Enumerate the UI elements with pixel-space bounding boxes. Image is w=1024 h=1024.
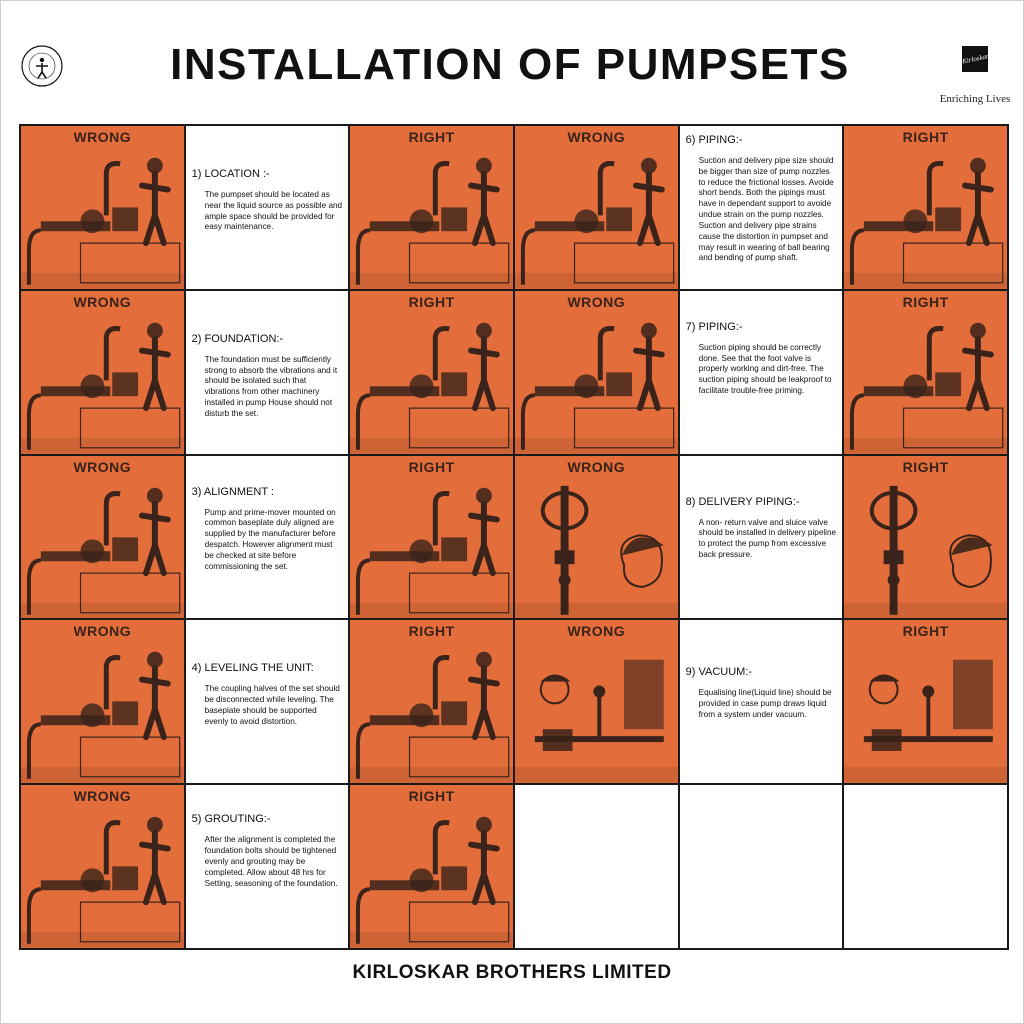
section-grouting xyxy=(186,785,349,948)
section-body: Pump and prime-mover mounted on common baseplate duly aligned are supplied by the manufacturer before despatch. However alignment must be checked at site before commissioning the set. xyxy=(204,507,336,571)
pump-illustration-icon xyxy=(844,291,1007,454)
service-with-passion-logo xyxy=(20,44,64,88)
section-delivery-piping xyxy=(680,456,843,619)
pump-illustration-icon xyxy=(21,126,184,289)
panel-vacuum-wrong xyxy=(515,620,678,783)
section-heading: 2) FOUNDATION:- xyxy=(191,332,284,345)
verdict-label: WRONG xyxy=(567,458,626,475)
verdict-label: WRONG xyxy=(73,293,132,310)
section-heading: 3) ALIGNMENT : xyxy=(191,485,274,498)
verdict-label: WRONG xyxy=(73,623,132,640)
section-location xyxy=(186,126,349,289)
section-heading: 4) LEVELING THE UNIT: xyxy=(191,662,314,675)
verdict-label: RIGHT xyxy=(408,129,455,145)
section-body: Equalising line(Liquid line) should be provided in case pump draws liquid from a system under vacuum. xyxy=(698,688,832,720)
verdict-label: WRONG xyxy=(73,129,132,145)
section-foundation xyxy=(186,291,349,454)
pump-illustration-icon xyxy=(844,126,1007,289)
pump-illustration-icon xyxy=(350,620,513,783)
section-heading: 8) DELIVERY PIPING:- xyxy=(685,495,800,508)
kirloskar-logo xyxy=(962,46,988,72)
instruction-grid xyxy=(19,124,1009,950)
section-heading: 6) PIPING:- xyxy=(685,134,743,146)
section-heading: 5) GROUTING:- xyxy=(191,813,271,826)
section-suction-piping xyxy=(680,291,843,454)
panel-vacuum-right xyxy=(844,620,1007,783)
verdict-label: WRONG xyxy=(567,293,626,310)
pump-illustration-icon xyxy=(350,456,513,619)
panel-location-right xyxy=(350,126,513,289)
verdict-label: RIGHT xyxy=(902,129,949,145)
pump-illustration-icon xyxy=(21,291,184,454)
section-body: After the alignment is completed the foundation bolts should be tightened evenly and grouting may be completed. Allow about 48 hrs for Setting, seasoning of the foundation. xyxy=(204,835,338,888)
section-piping-size xyxy=(680,126,843,289)
verdict-label: RIGHT xyxy=(902,623,949,640)
section-body: The pumpset should be located as near the liquid source as possible and ample space should be provided for easy maintenance. xyxy=(204,190,343,232)
verdict-label: RIGHT xyxy=(902,293,949,310)
verdict-label: RIGHT xyxy=(902,458,949,475)
empty-cell xyxy=(680,785,843,948)
panel-leveling-wrong xyxy=(21,620,184,783)
panel-piping-wrong xyxy=(515,126,678,289)
panel-leveling-right xyxy=(350,620,513,783)
verdict-label: RIGHT xyxy=(408,788,455,805)
verdict-label: WRONG xyxy=(567,623,626,640)
empty-cell xyxy=(844,785,1007,948)
panel-alignment-wrong xyxy=(21,456,184,619)
pump-illustration-icon xyxy=(350,785,513,948)
section-alignment xyxy=(186,456,349,619)
tank-illustration-icon xyxy=(515,620,678,783)
verdict-label: RIGHT xyxy=(408,293,455,310)
section-heading: 1) LOCATION :- xyxy=(191,168,270,180)
panel-location-wrong xyxy=(21,126,184,289)
panel-grouting-wrong xyxy=(21,785,184,948)
section-body: The foundation must be sufficiently strong to absorb the vibrations and it should be isolated such that vibrations from other machinery installed in pump House should not disturb the set. xyxy=(204,354,338,418)
panel-suction-wrong xyxy=(515,291,678,454)
panel-delivery-right xyxy=(844,456,1007,619)
panel-piping-right xyxy=(844,126,1007,289)
panel-alignment-right xyxy=(350,456,513,619)
verdict-label: WRONG xyxy=(567,129,626,145)
pump-illustration-icon xyxy=(21,620,184,783)
section-heading: 9) VACUUM:- xyxy=(685,666,753,679)
pump-illustration-icon xyxy=(350,126,513,289)
panel-suction-right xyxy=(844,291,1007,454)
panel-foundation-right xyxy=(350,291,513,454)
kirloskar-logo-text: Kirloskar xyxy=(961,52,990,66)
panel-delivery-wrong xyxy=(515,456,678,619)
section-leveling xyxy=(186,620,349,783)
verdict-label: WRONG xyxy=(73,458,132,475)
section-body: Suction piping should be correctly done. See that the foot valve is properly working and dirt-free. The suction piping should be leakproof to facilitate trouble-free priming. xyxy=(698,342,832,396)
pump-illustration-icon xyxy=(21,785,184,948)
section-vacuum xyxy=(680,620,843,783)
verdict-label: RIGHT xyxy=(408,458,455,475)
valve-illustration-icon xyxy=(844,456,1007,619)
company-footer: KIRLOSKAR BROTHERS LIMITED xyxy=(352,962,672,983)
verdict-label: RIGHT xyxy=(408,623,455,640)
valve-illustration-icon xyxy=(515,456,678,619)
empty-cell xyxy=(515,785,678,948)
panel-grouting-right xyxy=(350,785,513,948)
tank-illustration-icon xyxy=(844,620,1007,783)
page-title: INSTALLATION OF PUMPSETS xyxy=(170,40,850,89)
section-body: Suction and delivery pipe size should be bigger than size of pump nozzles to reduce the frictional losses. Avoide short bends. Both the pipings must have in dependant support to avoide undue strain on the pump nozzles. Suction and delivery pipe strains cause the distortion in pumpset and may result in wearing of ball bearing and bending of pump shaft. xyxy=(698,156,834,263)
verdict-label: WRONG xyxy=(73,788,132,805)
section-body: The coupling halves of the set should be disconnected while leveling. The baseplate should be supported evenly to avoid distortion. xyxy=(204,684,340,726)
panel-foundation-wrong xyxy=(21,291,184,454)
pump-illustration-icon xyxy=(350,291,513,454)
section-heading: 7) PIPING:- xyxy=(685,320,743,333)
section-body: A non- return valve and sluice valve should be installed in delivery pipeline to protect the pump from excessive back pressure. xyxy=(698,517,837,560)
pump-illustration-icon xyxy=(515,126,678,289)
tagline: Enriching Lives xyxy=(939,93,1011,105)
pump-illustration-icon xyxy=(515,291,678,454)
pump-illustration-icon xyxy=(21,456,184,619)
